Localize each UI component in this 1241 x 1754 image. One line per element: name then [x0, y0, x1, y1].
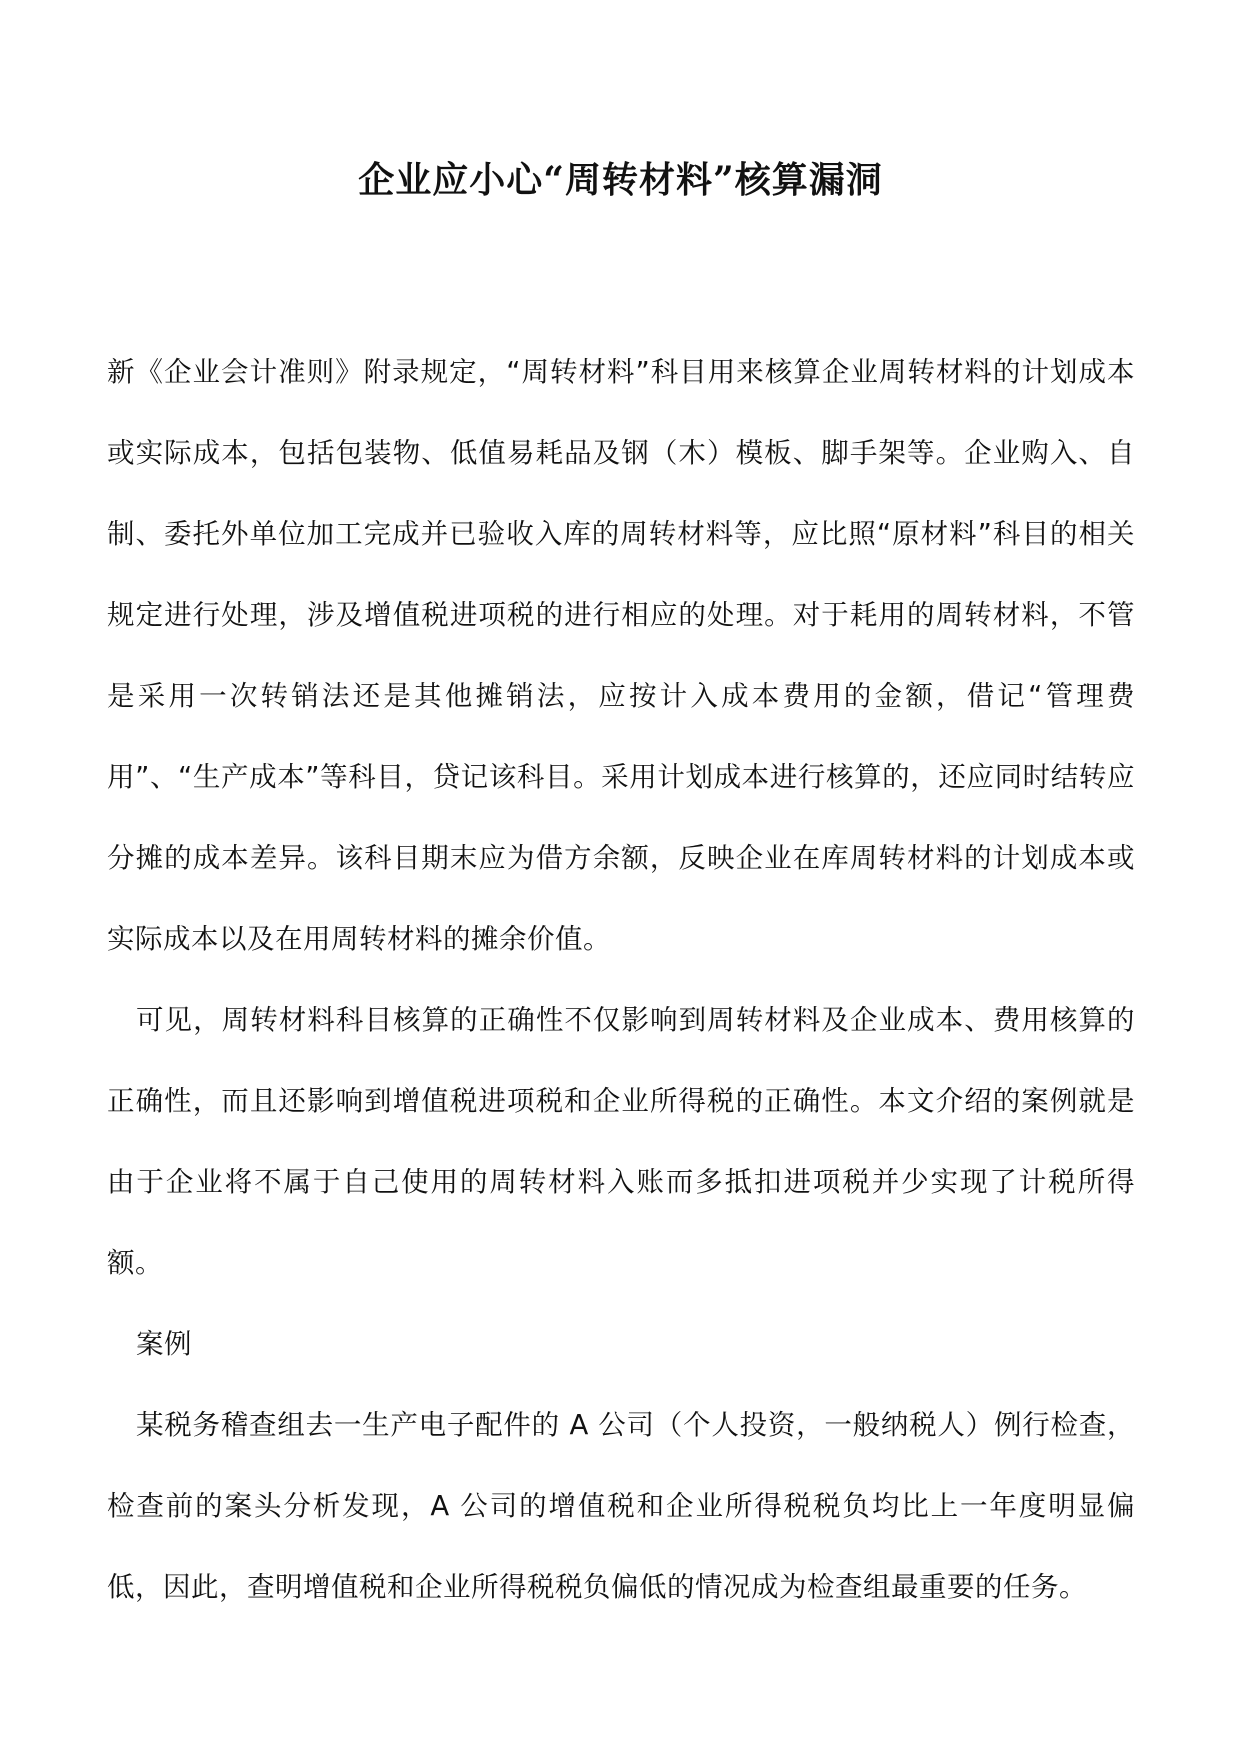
paragraph-case: 某税务稽查组去一生产电子配件的 A 公司（个人投资，一般纳税人）例行检查，检查前的案头分析发现，A 公司的增值税和企业所得税税负均比上一年度明显偏低，因此，查明增值税和企业所得税税负偏低的情况成为检查组最重要的任务。	[107, 1409, 1135, 1603]
paragraph-intro: 新《企业会计准则》附录规定，“周转材料”科目用来核算企业周转材料的计划成本或实际成本，包括包装物、低值易耗品及钢（木）模板、脚手架等。企业购入、自制、委托外单位加工完成并已验收入库的周转材料等，应比照“原材料”科目的相关规定进行处理，涉及增值税进项税的进行相应的处理。对于耗用的周转材料，不管是采用一次转销法还是其他摊销法，应按计入成本费用的金额，借记“管理费用”、“生产成本”等科目，贷记该科目。采用计划成本进行核算的，还应同时结转应分摊的成本差异。该科目期末应为借方余额，反映企业在库周转材料的计划成本或实际成本以及在用周转材料的摊余价值。	[107, 356, 1135, 955]
document-body	[107, 332, 1135, 1628]
paragraph-analysis: 可见，周转材料科目核算的正确性不仅影响到周转材料及企业成本、费用核算的正确性，而且还影响到增值税进项税和企业所得税的正确性。本文介绍的案例就是由于企业将不属于自己使用的周转材料入账而多抵扣进项税并少实现了计税所得额。	[107, 1004, 1135, 1279]
section-heading-case: 案例	[136, 1328, 192, 1360]
document-title: 企业应小心“周转材料”核算漏洞	[358, 159, 883, 201]
